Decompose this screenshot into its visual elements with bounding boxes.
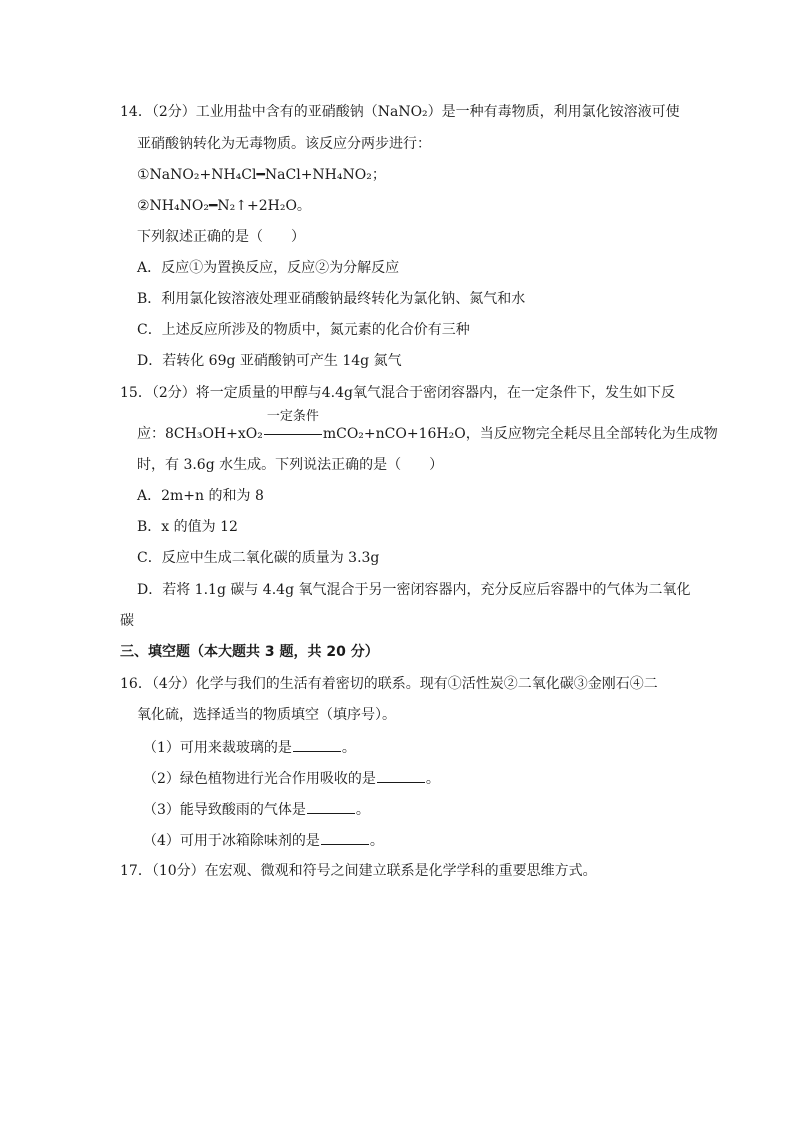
q15-stem-line1: 15．（2分）将一定质量的甲醇与4.4g氧气混合于密闭容器内，在一定条件下，发生如下反 bbox=[120, 385, 675, 401]
q15-option-b: B．x 的值为 12 bbox=[137, 519, 238, 535]
q15-stem-line3: 时，有 3.6g 水生成。下列说法正确的是（ ） bbox=[137, 457, 444, 473]
q16-sub-question bbox=[143, 768, 440, 789]
sub-question-text: （4）可用于冰箱除味剂的是 bbox=[143, 833, 320, 849]
q15-reaction-line bbox=[137, 409, 718, 444]
answer-blank[interactable] bbox=[307, 799, 355, 814]
reaction-condition-arrow bbox=[264, 409, 322, 444]
answer-blank[interactable] bbox=[293, 737, 341, 752]
q16-sub-question bbox=[143, 799, 370, 820]
q15-reaction-right: mCO₂+nCO+16H₂O，当反应物完全耗尽且全部转化为生成物 bbox=[322, 426, 718, 442]
sub-question-text: （3）能导致酸雨的气体是 bbox=[143, 802, 306, 818]
q14-prompt: 下列叙述正确的是（ ） bbox=[137, 229, 305, 245]
q14-option-c: C．上述反应所涉及的物质中，氮元素的化合价有三种 bbox=[137, 322, 470, 338]
sub-question-text: （1）可用来裁玻璃的是 bbox=[143, 740, 292, 756]
q14-equation-1: ①NaNO₂+NH₄Cl━NaCl+NH₄NO₂； bbox=[137, 167, 386, 183]
q15-option-a: A．2m+n 的和为 8 bbox=[137, 488, 264, 504]
answer-blank[interactable] bbox=[321, 830, 369, 845]
q15-option-d: D．若将 1.1g 碳与 4.4g 氧气混合于另一密闭容器内，充分反应后容器中的气体为二氧化 bbox=[137, 582, 691, 598]
q14-option-d: D．若转化 69g 亚硝酸钠可产生 14g 氮气 bbox=[137, 353, 402, 369]
sub-question-end: 。 bbox=[341, 740, 356, 756]
q15-option-c: C．反应中生成二氧化碳的质量为 3.3g bbox=[137, 550, 380, 566]
sub-question-end: 。 bbox=[369, 833, 384, 849]
section-title: 三、填空题（本大题共 3 题，共 20 分） bbox=[120, 644, 379, 660]
q14-stem-line2: 亚硝酸钠转化为无毒物质。该反应分两步进行： bbox=[137, 136, 431, 152]
answer-blank[interactable] bbox=[377, 768, 425, 783]
q17-stem-line1: 17．（10分）在宏观、微观和符号之间建立联系是化学学科的重要思维方式。 bbox=[120, 863, 597, 879]
q14-stem-line1: 14．（2分）工业用盐中含有的亚硝酸钠（NaNO₂）是一种有毒物质，利用氯化铵溶液可使 bbox=[120, 104, 680, 120]
reaction-equals-bar bbox=[264, 434, 322, 435]
q15-option-d-continued: 碳 bbox=[120, 613, 134, 629]
sub-question-text: （2）绿色植物进行光合作用吸收的是 bbox=[143, 771, 376, 787]
q16-sub-question bbox=[143, 830, 384, 851]
q16-sub-question bbox=[143, 737, 356, 758]
q14-option-b: B．利用氯化铵溶液处理亚硝酸钠最终转化为氯化钠、氮气和水 bbox=[137, 291, 526, 307]
q14-option-a: A．反应①为置换反应，反应②为分解反应 bbox=[137, 260, 400, 276]
sub-question-end: 。 bbox=[355, 802, 370, 818]
q16-stem-line2: 氧化硫，选择适当的物质填空（填序号）。 bbox=[137, 707, 396, 723]
q15-reaction-left: 应：8CH₃OH+xO₂ bbox=[137, 426, 263, 442]
sub-question-end: 。 bbox=[425, 771, 440, 787]
reaction-condition-label: 一定条件 bbox=[266, 409, 319, 424]
q16-stem-line1: 16．（4分）化学与我们的生活有着密切的联系。现有①活性炭②二氧化碳③金刚石④二 bbox=[120, 676, 658, 692]
q14-equation-2: ②NH₄NO₂━N₂↑+2H₂O。 bbox=[137, 198, 311, 214]
